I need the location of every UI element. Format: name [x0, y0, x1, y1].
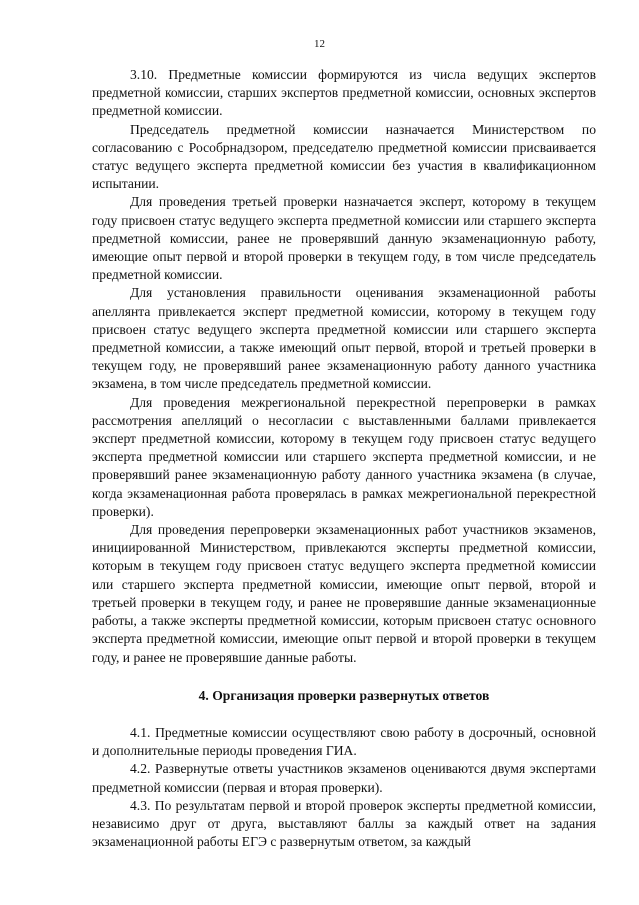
paragraph-chairman: Председатель предметной комиссии назначается Министерством по согласованию с Рособрнадзором, председателю предметной комиссии присваивается статус ведущего эксперта предметной комиссии без участия в квалификационном испытании.: [92, 121, 596, 192]
paragraph-4-2: 4.2. Развернутые ответы участников экзаменов оцениваются двумя экспертами предметной комиссии (первая и вторая проверки).: [92, 761, 596, 795]
paragraph-third-check: Для проведения третьей проверки назначается эксперт, которому в текущем году присвоен статус ведущего эксперта предметной комиссии или старшего эксперта предметной комиссии, ранее не проверявший данную экзаменационную работу, имеющие опыт первой и второй проверки в текущем году, в том числе председатель предметной комиссии.: [92, 194, 596, 283]
paragraph-4-3: 4.3. По результатам первой и второй проверок эксперты предметной комиссии, независимо друг от друга, выставляют баллы за каждый ответ на задания экзаменационной работы ЕГЭ с развернутым ответом, за каждый: [92, 797, 596, 850]
paragraph-appeal-check: Для установления правильности оценивания экзаменационной работы апеллянта привлекается эксперт предметной комиссии, которому в текущем году присвоен статус ведущего эксперта предметной комиссии или старшего эксперта предметной комиссии, а также имеющий опыт первой, второй и третьей проверки в текущем году, не проверявший ранее экзаменационную работу данного участника экзамена, в том числе председатель предметной комиссии.: [92, 285, 596, 392]
paragraph-ministry-recheck: Для проведения перепроверки экзаменационных работ участников экзаменов, инициированной Министерством, привлекаются эксперты предметной комиссии, которым в текущем году присвоен статус ведущего эксперта предметной комиссии или старшего эксперта предметной комиссии, имеющие опыт первой, второй и третьей проверки в текущем году, и ранее не проверявшие данные экзаменационные работы, а также эксперты предметной комиссии, которым присвоен статус основного эксперта предметной комиссии, имеющие опыт первой и второй проверки в текущем году, и ранее не проверявшие данные работы.: [92, 522, 596, 665]
paragraph-4-1: 4.1. Предметные комиссии осуществляют свою работу в досрочный, основной и дополнительные периоды проведения ГИА.: [92, 724, 596, 759]
section-heading: 4. Организация проверки развернутых ответов: [198, 687, 490, 703]
paragraph-3-10: 3.10. Предметные комиссии формируются из числа ведущих экспертов предметной комиссии, старших экспертов предметной комиссии, основных экспертов предметной комиссии.: [92, 67, 596, 119]
page-number: 12: [314, 38, 325, 50]
paragraph-cross-recheck: Для проведения межрегиональной перекрестной перепроверки в рамках рассмотрения апелляций о несогласии с выставленными баллами привлекается эксперт предметной комиссии, которому в текущем году присвоен статус ведущего эксперта предметной комиссии или старшего эксперта предметной комиссии, и не проверявший ранее экзаменационную работу данного участника экзамена (в случае, когда экзаменационная работа проверялась в рамках межрегиональной перекрестной проверки).: [92, 394, 596, 519]
page-content: [92, 66, 596, 851]
